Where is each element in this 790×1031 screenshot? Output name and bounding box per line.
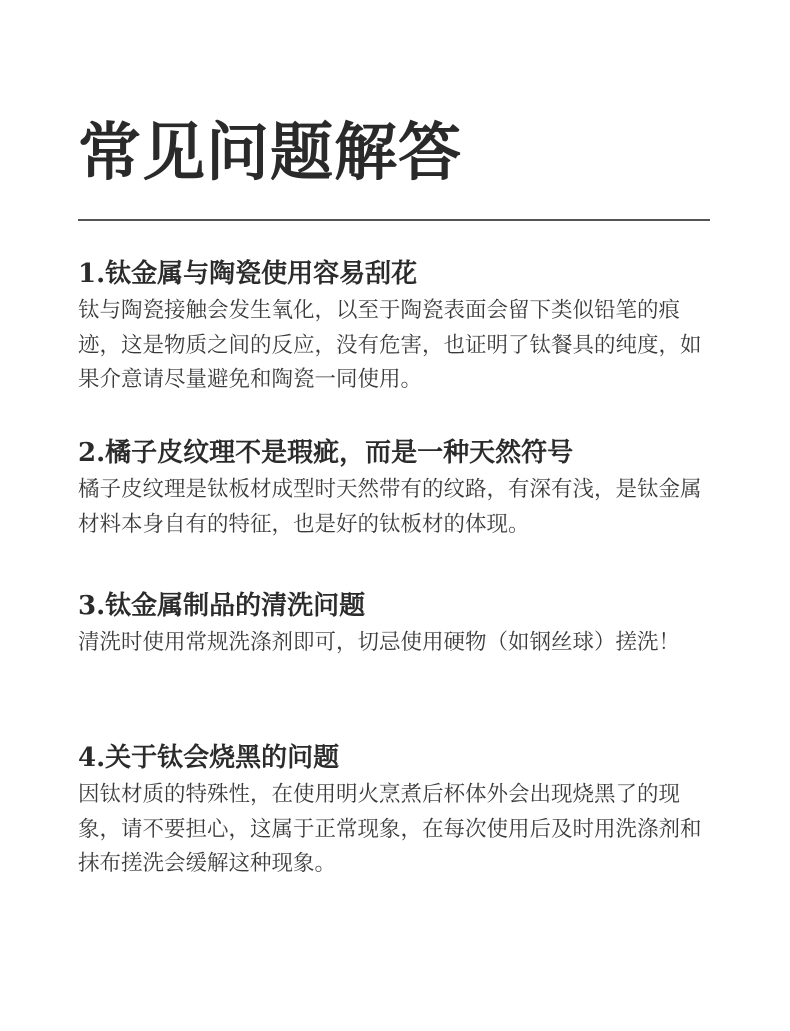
- faq-item-3: [78, 588, 710, 661]
- faq-item-1: [78, 256, 710, 398]
- faq-answer: 因钛材质的特殊性，在使用明火烹煮后杯体外会出现烧黑了的现象，请不要担心，这属于正常现象，在每次使用后及时用洗涤剂和抹布搓洗会缓解这种现象。: [78, 782, 702, 876]
- faq-question: 4.关于钛会烧黑的问题: [78, 743, 340, 773]
- faq-question: 2.橘子皮纹理不是瑕疵，而是一种天然符号: [78, 438, 574, 468]
- faq-answer: 橘子皮纹理是钛板材成型时天然带有的纹路，有深有浅，是钛金属材料本身自有的特征，也是好的钛板材的体现。: [78, 477, 702, 537]
- title-divider: [78, 219, 710, 221]
- faq-answer: 钛与陶瓷接触会发生氧化，以至于陶瓷表面会留下类似铅笔的痕迹，这是物质之间的反应，没有危害，也证明了钛餐具的纯度，如果介意请尽量避免和陶瓷一同使用。: [78, 298, 702, 392]
- faq-answer: 清洗时使用常规洗涤剂即可，切忌使用硬物（如钢丝球）搓洗！: [78, 630, 681, 655]
- faq-item-4: [78, 740, 710, 882]
- page-title: 常见问题解答: [78, 115, 462, 189]
- faq-question: 1.钛金属与陶瓷使用容易刮花: [78, 259, 418, 289]
- faq-item-2: [78, 435, 710, 542]
- faq-question: 3.钛金属制品的清洗问题: [78, 591, 366, 621]
